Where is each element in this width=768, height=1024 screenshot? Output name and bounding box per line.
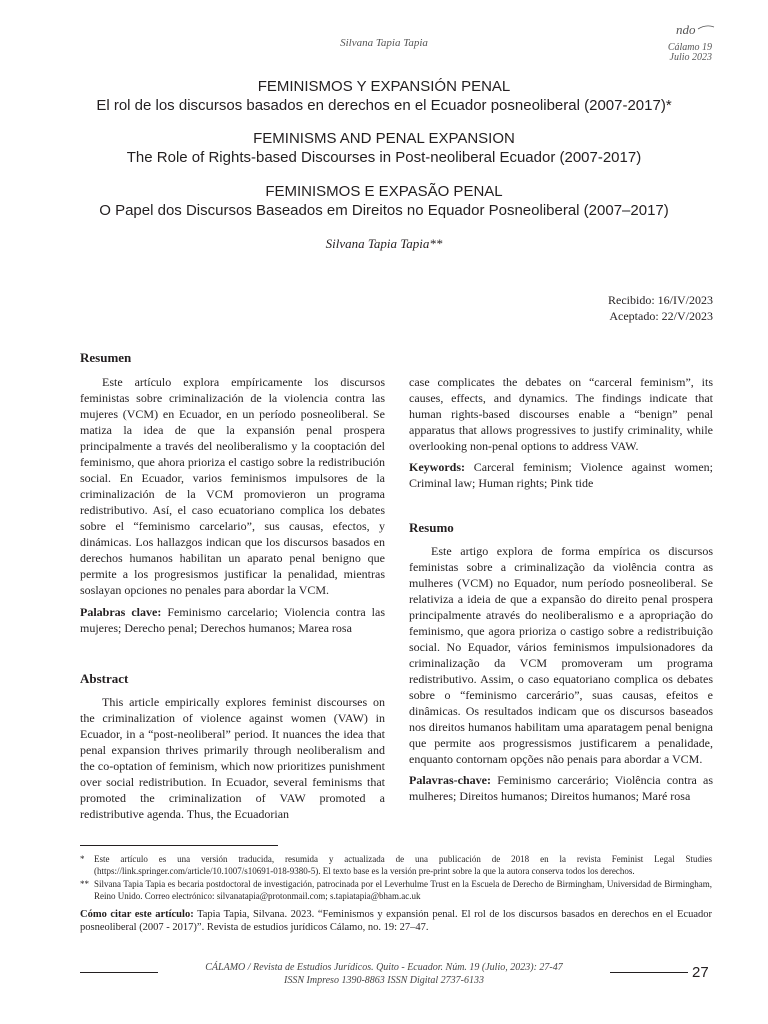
abstract-section-left [80,694,385,822]
footnote-2-mark: ** [80,879,89,889]
footnote-2 [80,878,712,902]
resumen-keywords [80,604,385,636]
title-pt-main: FEMINISMOS E EXPASÃO PENAL [265,183,503,200]
resumo-heading: Resumo [409,520,454,535]
journal-logo [672,22,716,38]
abstract-heading: Abstract [80,671,129,686]
title-es-sub: El rol de los discursos basados en derechos en el Ecuador posneoliberal (2007-2017)* [96,97,672,114]
title-pt-sub: O Papel dos Discursos Baseados em Direitos no Equador Posneoliberal (2007–2017) [99,202,669,219]
resumo-section [409,543,713,804]
abstract-keywords-text: Carceral feminism; Violence against women; Criminal law; Human rights; Pink tide [409,460,713,490]
abstract-body-left: This article empirically explores feminist discourses on the criminalization of violence against women (VAW) in Ecuador, in a “post-neoliberal” period. It nuances the idea that penal expansion thrives primarily through neoliberalism and the co-optation of feminism, which now prioritizes punishment over social redistribution. In Ecuador, several feminisms that promoted the criminalization of VAW promoted a redistributive agenda. Thus, the Ecuadorian [80,695,385,821]
resumen-section [80,374,385,636]
running-author: Silvana Tapia Tapia [340,37,428,49]
resumo-keywords-label: Palavras-chave: [409,773,491,787]
title-es-main: FEMINISMOS Y EXPANSIÓN PENAL [257,78,511,95]
accepted-date: Aceptado: 22/V/2023 [609,309,713,323]
journal-date: Julio 2023 [669,52,712,63]
title-en-main: FEMINISMS AND PENAL EXPANSION [253,130,515,147]
title-es [40,77,728,115]
footnote-2-text: Silvana Tapia Tapia es becaria postdoctoral de investigación, patrocinada por el Leverhulme Trust en la Escuela de Derecho de Birmingham, Universidad de Birmingham, Reino Unido. Correo electrónico: silvanatapia@protonmail.com; s.tapiatapia@bham.ac.uk [94,879,712,901]
resumo-keywords [409,772,713,804]
footnote-1 [80,853,712,877]
resumen-body: Este artículo explora empíricamente los discursos feministas sobre criminalización de la violencia contra las mujeres (VCM) en Ecuador, en un período posneoliberal. Se matiza la idea de que la expansión penal prospera principalmente a través del neoliberalismo y la cooptación del feminismo, que ahora prioriza el castigo sobre la redistribución social. En Ecuador, varios feminismos impulsores de la criminalización de la VCM promovieron un programa redistributivo. Así, el caso ecuatoriano complica los debates sobre el “feminismo carcelario”, sus causas, efectos, y dinámicas. Los hallazgos indican que los discursos basados en derechos humanos habilitan un aparato penal benigno que permite a los progresismos justificar la penalidad, mientras soslayan opciones no penales para abordar la VCM. [80,375,385,597]
resumen-keywords-text: Feminismo carcelario; Violencia contra las mujeres; Derecho penal; Derechos humanos; Marea rosa [80,605,385,635]
article-author: Silvana Tapia Tapia** [325,236,443,251]
journal-logo-text: ndo [676,22,696,37]
resumo-body: Este artigo explora de forma empírica os discursos feministas sobre a criminalização da violência contra as mulheres (VCM) no Equador, num período posneoliberal. Se relativiza a ideia de que a expansão do direito penal prospera principalmente através do neoliberalismo e a apropriação do feminismo, que agora prioriza o castigo sobre a redistribuição social. No Equador, vários feminismos impulsionadores da criminalização da VCM promoveram um programa redistributivo. Assim, o caso equatoriano complica os debates sobre o “feminismo carcerário”, suas causas, efeitos e dinâmicas. Os resultados indicam que os discursos baseados nos direitos humanos habilitam uma aparatagem penal benigna que permite aos progressismos justificarem a penalidade, enquanto contornam opções não penais para abordar a VCM. [409,544,713,766]
citation-text: Tapia Tapia, Silvana. 2023. “Feminismos y expansión penal. El rol de los discursos basados en derechos en el Ecuador posneoliberal (2007 - 2017)”. Revista de estudios jurídicos Cálamo, no. 19: 27–47. [80,909,712,933]
footer-line-2: ISSN Impreso 1390-8863 ISSN Digital 2737-6133 [284,975,484,986]
journal-badge [640,43,712,63]
resumo-keywords-text: Feminismo carcerário; Violência contra as mulheres; Direitos humanos; Direitos humanos; Maré rosa [409,773,713,803]
abstract-keywords [409,459,713,491]
resumen-heading: Resumen [80,350,132,365]
footnote-rule [80,845,278,846]
resumen-keywords-label: Palabras clave: [80,605,162,619]
title-en [40,129,728,167]
footer-rule-left [80,972,158,973]
received-date: Recibido: 16/IV/2023 [608,293,713,307]
title-pt [40,182,728,220]
footer-text [160,961,608,987]
journal-name: Cálamo 19 [667,42,712,53]
title-en-sub: The Role of Rights-based Discourses in Post-neoliberal Ecuador (2007-2017) [126,149,642,166]
abstract-section-right [409,374,713,491]
article-dates [608,292,713,324]
footnote-1-text: Este artículo es una versión traducida, resumida y actualizada de una publicación de 2018 en la revista Feminist Legal Studies (https://link.springer.com/article/10.1007/s10691-018-9380-5). El texto base es la versión pre-print sobre la que la autora conserva todos los derechos. [94,854,712,876]
abstract-keywords-label: Keywords: [409,460,465,474]
abstract-body-right: case complicates the debates on “carceral feminism”, its causes, effects, and dynamics. The findings indicate that human rights-based discourses enable a “benign” penal apparatus that allows progressives to justify criminality, while overlooking non-penal options to address VAW. [409,375,713,453]
footer-line-1: CÁLAMO / Revista de Estudios Jurídicos. Quito - Ecuador. Núm. 19 (Julio, 2023): 27-47 [205,962,563,973]
citation [80,908,712,934]
footer-rule-right [610,972,688,973]
citation-label: Cómo citar este artículo: [80,909,194,920]
page-number: 27 [692,964,709,981]
footnote-1-mark: * [80,854,85,864]
